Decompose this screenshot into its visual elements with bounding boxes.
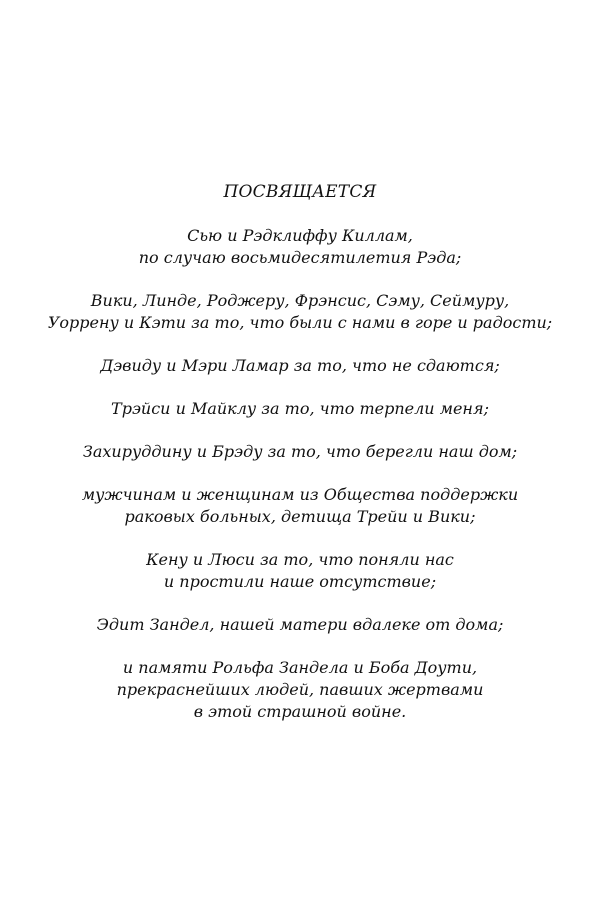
dedication-stanza (40, 614, 560, 636)
dedication-stanza (40, 657, 560, 723)
dedication-line: Дэвиду и Мэри Ламар за то, что не сдаются; (100, 356, 500, 375)
dedication-stanza (40, 355, 560, 377)
dedication-stanza (40, 549, 560, 593)
dedication-line: Захируддину и Брэду за то, что берегли наш дом; (82, 442, 518, 461)
dedication-line: и простили наше отсутствие; (163, 572, 437, 591)
dedication-line: Уоррену и Кэти за то, что были с нами в горе и радости; (47, 313, 553, 332)
dedication-block (40, 180, 560, 744)
dedication-line: и памяти Рольфа Зандела и Боба Доути, (122, 658, 478, 677)
dedication-stanza (40, 484, 560, 528)
dedication-line: Сью и Рэдклиффу Киллам, (187, 226, 413, 245)
dedication-line: Кену и Люси за то, что поняли нас (146, 550, 454, 569)
dedication-stanza (40, 441, 560, 463)
dedication-line: Трэйси и Майклу за то, что терпели меня; (111, 399, 489, 418)
dedication-line: Вики, Линде, Роджеру, Фрэнсис, Сэму, Сеймуру, (90, 291, 510, 310)
dedication-heading: ПОСВЯЩАЕТСЯ (223, 182, 377, 202)
dedication-line: прекраснейших людей, павших жертвами (116, 680, 484, 699)
dedication-line: в этой страшной войне. (193, 702, 407, 721)
dedication-stanza (40, 398, 560, 420)
dedication-stanza (40, 290, 560, 334)
dedication-stanza (40, 225, 560, 269)
dedication-line: по случаю восьмидесятилетия Рэда; (138, 248, 462, 267)
dedication-line: раковых больных, детища Трейи и Вики; (124, 507, 476, 526)
dedication-line: мужчинам и женщинам из Общества поддержки (81, 485, 519, 504)
dedication-line: Эдит Зандел, нашей матери вдалеке от дома; (96, 615, 504, 634)
